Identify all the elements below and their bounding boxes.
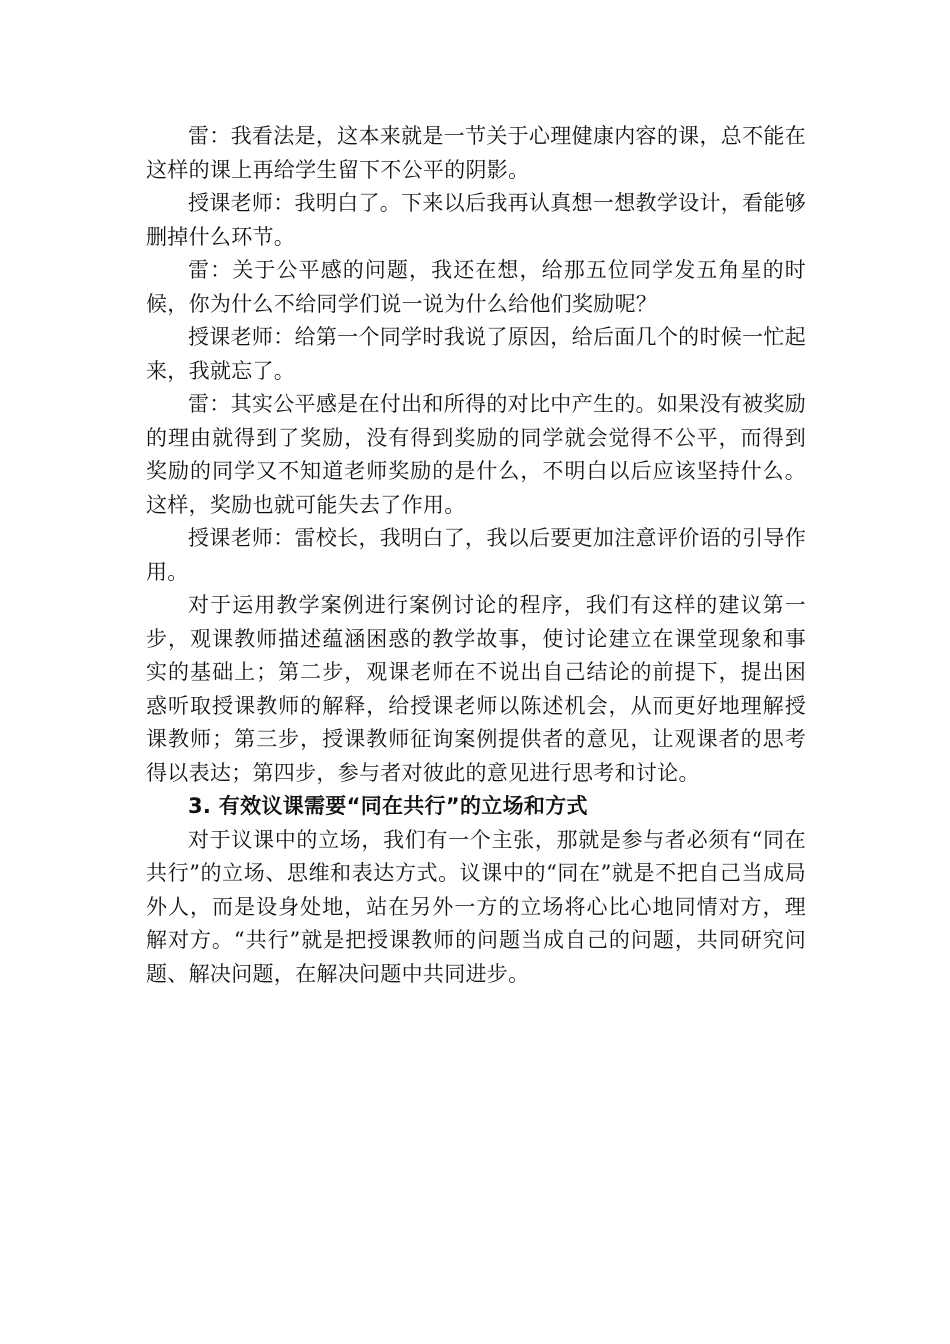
dialogue-paragraph-5: 雷：其实公平感是在付出和所得的对比中产生的。如果没有被奖励的理由就得到了奖励，没有得到奖励的同学就会觉得不公平，而得到奖励的同学又不知道老师奖励的是什么，不明白以后应该坚持什么。这样，奖励也就可能失去了作用。: [146, 392, 806, 517]
dialogue-paragraph-6: 授课老师：雷校长，我明白了，我以后要更加注意评价语的引导作用。: [146, 526, 806, 584]
dialogue-paragraph-2: 授课老师：我明白了。下来以后我再认真想一想教学设计，看能够删掉什么环节。: [146, 191, 806, 249]
document-page: [146, 120, 806, 991]
closing-paragraph: 对于议课中的立场，我们有一个主张，那就是参与者必须有“同在共行”的立场、思维和表达方式。议课中的“同在”就是不把自己当成局外人，而是设身处地，站在另外一方的立场将心比心地同情对方，理解对方。“共行”就是把授课教师的问题当成自己的问题，共同研究问题、解决问题，在解决问题中共同进步。: [146, 827, 806, 986]
procedure-paragraph: 对于运用教学案例进行案例讨论的程序，我们有这样的建议第一步，观课教师描述蕴涵困惑的教学故事，使讨论建立在课堂现象和事实的基础上；第二步，观课老师在不说出自己结论的前提下，提出困惑听取授课教师的解释，给授课老师以陈述机会，从而更好地理解授课教师；第三步，授课教师征询案例提供者的意见，让观课者的思考得以表达；第四步，参与者对彼此的意见进行思考和讨论。: [146, 593, 806, 785]
dialogue-paragraph-4: 授课老师：给第一个同学时我说了原因，给后面几个的时候一忙起来，我就忘了。: [146, 325, 806, 383]
dialogue-paragraph-3: 雷：关于公平感的问题，我还在想，给那五位同学发五角星的时候，你为什么不给同学们说一说为什么给他们奖励呢？: [146, 258, 806, 316]
section-heading: 3. 有效议课需要“同在共行”的立场和方式: [188, 794, 588, 818]
dialogue-paragraph-1: 雷：我看法是，这本来就是一节关于心理健康内容的课，总不能在这样的课上再给学生留下不公平的阴影。: [146, 124, 806, 182]
